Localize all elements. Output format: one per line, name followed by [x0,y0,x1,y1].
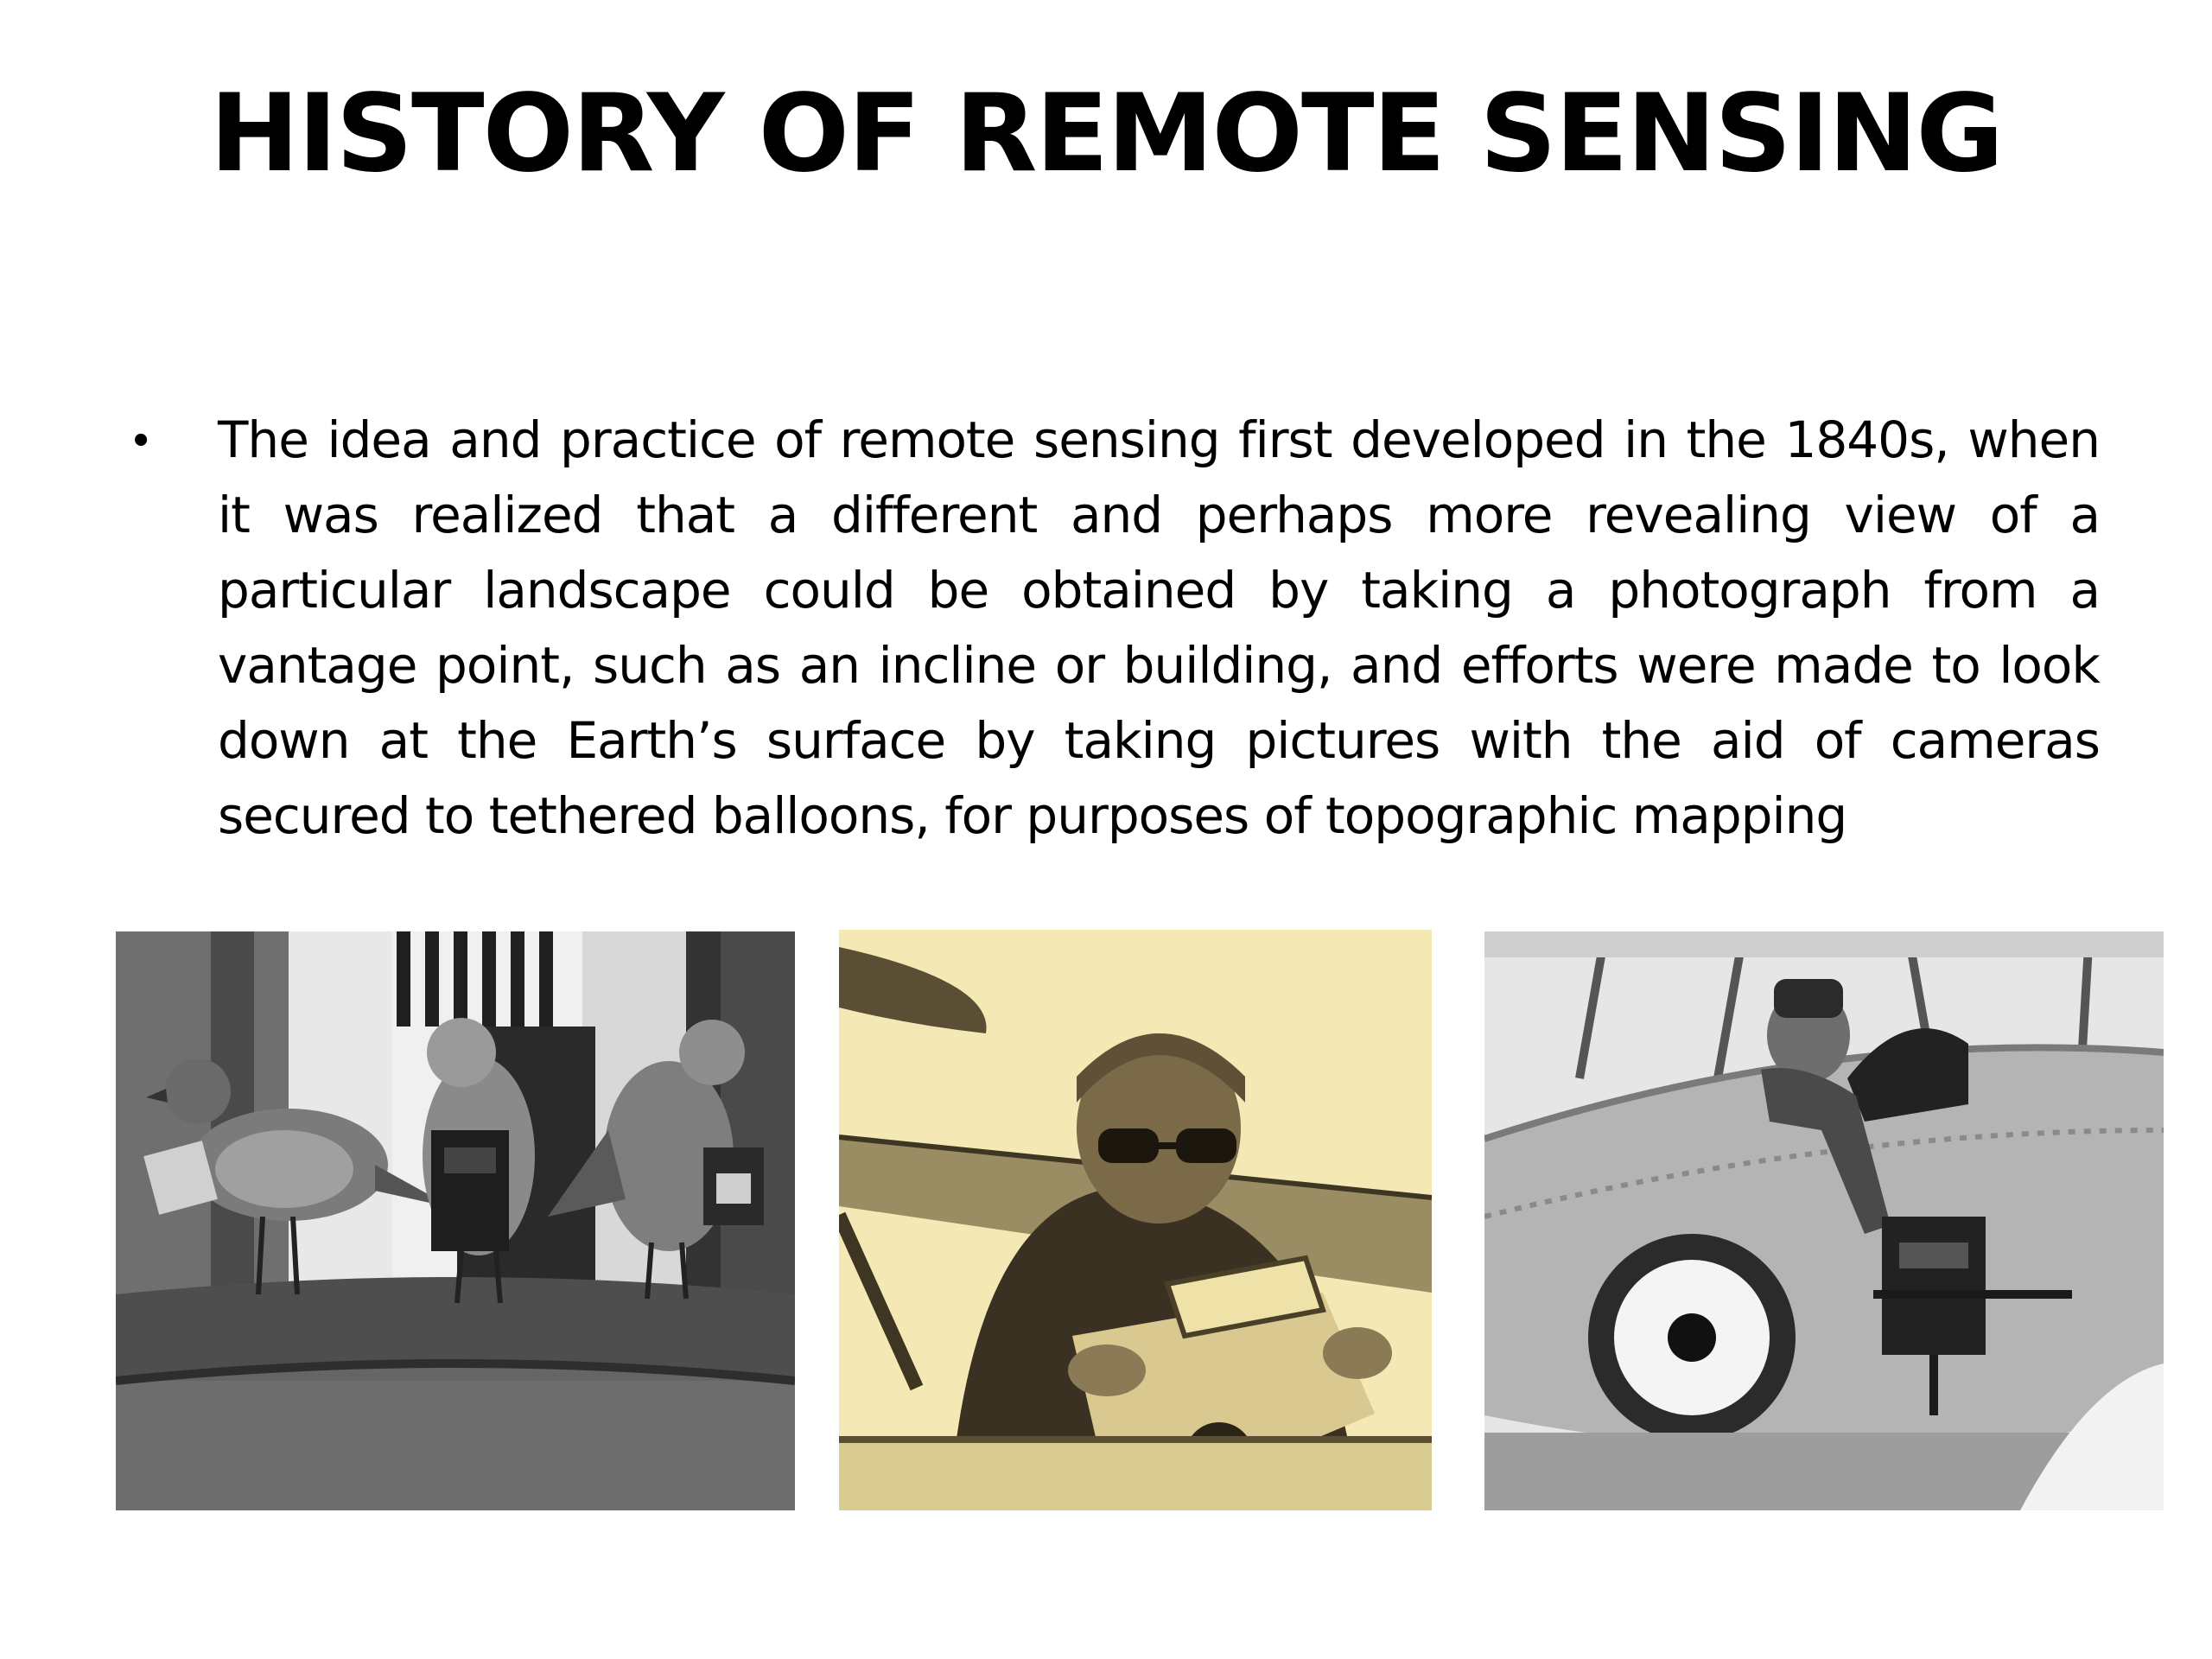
bullet-marker: • [133,415,149,465]
pigeon-camera-photo-icon [116,931,795,1510]
biplane-camera-photo-icon [1484,931,2164,1510]
bullet-text: The idea and practice of remote sensing first developed in the 1840s, when it was realized that a different and perhaps more revealing view of a particular landscape could be obtained by taking a photograph from a vantage point, such as an incline or building, and efforts were made to look down at the Earth’s surface by taking pictures with the aid of cameras secured to tethered balloons, for purposes of topographic mapping [218,410,2100,845]
slide-title: HISTORY OF REMOTE SENSING [209,72,2003,196]
aviator-camera-photo-icon [839,930,1432,1510]
bullet-item [121,403,2100,854]
